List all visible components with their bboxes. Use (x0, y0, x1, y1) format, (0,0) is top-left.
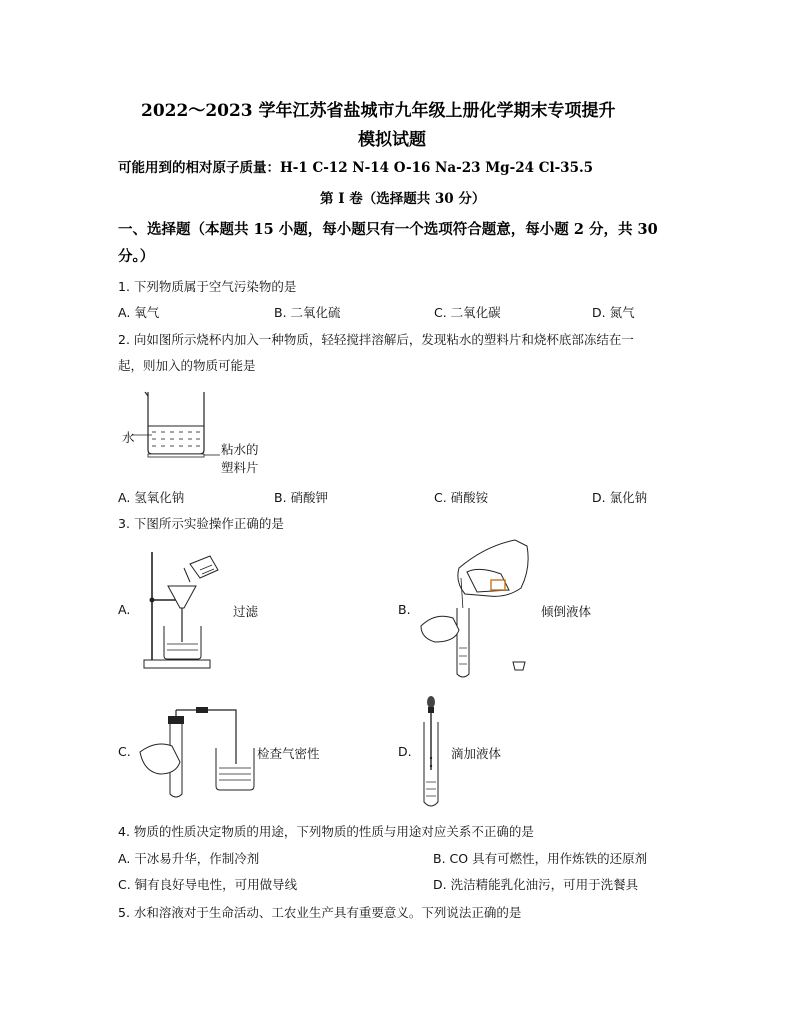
section-heading-line2: 分。） (118, 248, 155, 265)
q4-option-d: D. 洗洁精能乳化油污，可用于洗餐具 (433, 877, 639, 892)
q4-stem: 4. 物质的性质决定物质的用途，下列物质的性质与用途对应关系不正确的是 (118, 824, 534, 839)
q3-option-a-text: 过滤 (233, 604, 259, 619)
q2-option-a: A. 氢氧化钠 (118, 490, 185, 505)
q5-stem: 5. 水和溶液对于生命活动、工农业生产具有重要意义。下列说法正确的是 (118, 905, 522, 920)
q3-option-c-letter: C. (118, 744, 131, 759)
dropper-test-tube-icon (416, 694, 446, 810)
q1-option-b: B. 二氧化硫 (274, 305, 341, 320)
q3-option-c-text: 检查气密性 (257, 746, 320, 761)
q3-option-d-letter: D. (398, 744, 412, 759)
q4-option-a: A. 干冰易升华，作制冷剂 (118, 851, 260, 866)
exam-title-line1: 2022～2023 学年江苏省盐城市九年级上册化学期末专项提升 (141, 101, 616, 121)
q1-option-c: C. 二氧化碳 (434, 305, 501, 320)
q3-option-b-letter: B. (398, 602, 411, 617)
q3-stem: 3. 下图所示实验操作正确的是 (118, 516, 284, 531)
plastic-plate-label-2: 塑料片 (221, 460, 259, 475)
atomic-mass-line: 可能用到的相对原子质量：H-1 C-12 N-14 O-16 Na-23 Mg-24 Cl-35.5 (118, 160, 594, 176)
section-heading-line1: 一、选择题（本题共 15 小题，每小题只有一个选项符合题意，每小题 2 分，共 30 (118, 221, 658, 238)
q4-option-b: B. CO 具有可燃性，用作炼铁的还原剂 (433, 851, 648, 866)
pouring-liquid-icon (415, 538, 535, 682)
q1-option-d: D. 氮气 (592, 305, 635, 320)
q2-stem-line2: 起，则加入的物质可能是 (118, 358, 256, 373)
plastic-plate-label-1: 粘水的 (221, 442, 259, 457)
q3-option-d-text: 滴加液体 (451, 746, 502, 761)
q4-option-c: C. 铜有良好导电性，可用做导线 (118, 877, 298, 892)
q3-option-b-text: 倾倒液体 (541, 604, 592, 619)
q1-option-a: A. 氧气 (118, 305, 160, 320)
water-label: 水 (122, 430, 135, 445)
q2-option-d: D. 氯化钠 (592, 490, 648, 505)
filtration-apparatus-icon (140, 546, 230, 672)
q1-stem: 1. 下列物质属于空气污染物的是 (118, 279, 297, 294)
exam-title-line2: 模拟试题 (358, 130, 426, 150)
q2-stem-line1: 2. 向如图所示烧杯内加入一种物质，轻轻搅拌溶解后，发现粘水的塑料片和烧杯底部冻结在一 (118, 332, 634, 347)
q3-option-a-letter: A. (118, 602, 131, 617)
q2-option-c: C. 硝酸铵 (434, 490, 489, 505)
airtightness-check-icon (134, 702, 256, 802)
volume-heading: 第 I 卷（选择题共 30 分） (320, 191, 486, 207)
q2-option-b: B. 硝酸钾 (274, 490, 329, 505)
